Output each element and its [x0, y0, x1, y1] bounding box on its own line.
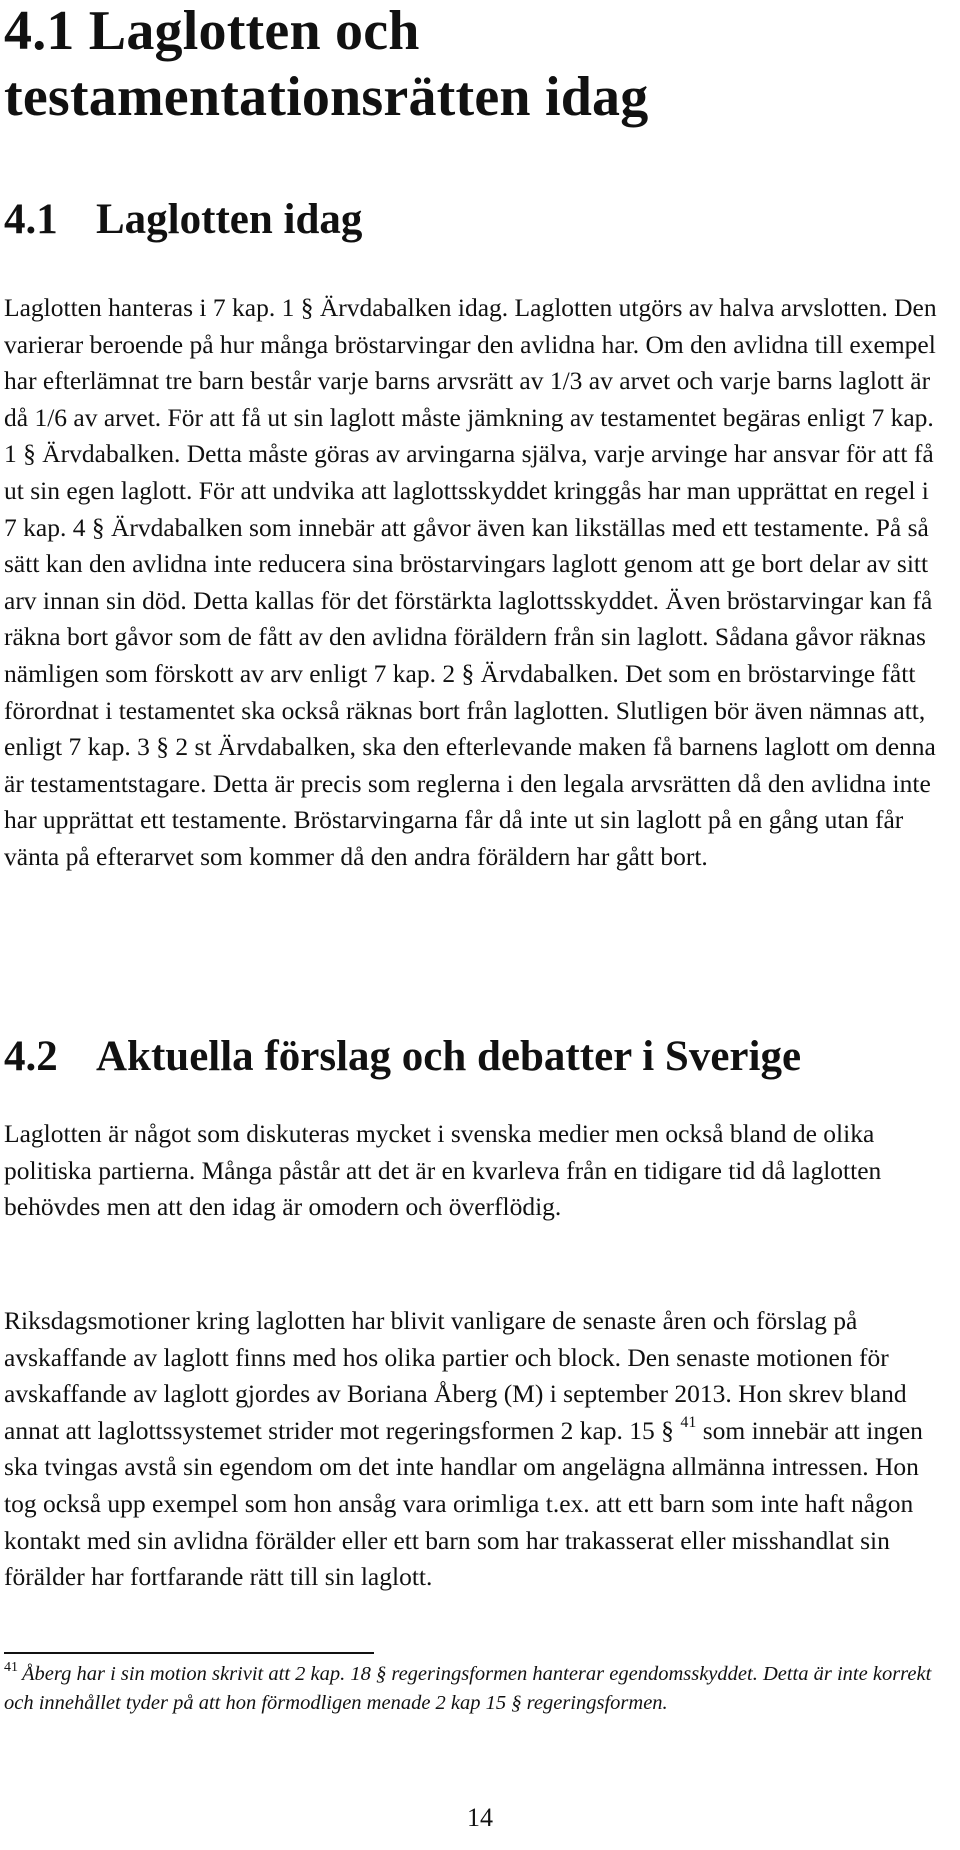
section-title: Laglotten idag: [96, 196, 363, 243]
paragraph-text: Riksdagsmotioner kring laglotten har blivit vanligare de senaste åren och förslag på avskaffande av laglott finns med hos olika partier och block. Den senaste motionen för avskaffande av laglott gjordes av Boriana Åberg (M) i september 2013. Hon skrev bland annat att laglottssystemet strider mot regeringsformen 2 kap. 15 §: [4, 1306, 907, 1445]
section-heading-4-1: [4, 194, 944, 246]
footnote: [4, 1660, 934, 1718]
footnote-marker: 41: [4, 1660, 18, 1675]
section-heading-4-2: [4, 1031, 944, 1083]
page-number: 14: [467, 1803, 493, 1832]
paragraph-debate-intro: Laglotten är något som diskuteras mycket i svenska medier men också bland de olika politiska partierna. Många påstår att det är en kvarleva från en tidigare tid då laglotten behövdes men att den idag är omodern och överflödig.: [4, 1119, 882, 1222]
section-title: Aktuella förslag och debatter i Sverige: [96, 1033, 802, 1080]
paragraph-laglotten-idag: Laglotten hanteras i 7 kap. 1 § Ärvdabalken idag. Laglotten utgörs av halva arvslotten. Den varierar beroende på hur många bröstarvingar den avlidna har. Om den avlidna till exempel har efterlämnat tre barn består varje barns arvsrätt av 1/3 av arvet och varje barns laglott är då 1/6 av arvet. För att få ut sin laglott måste jämkning av testamentet begäras enligt 7 kap. 1 § Ärvdabalken. Detta måste göras av arvingarna själva, varje arvinge har ansvar för att få ut sin egen laglott. För att undvika att laglottsskyddet kringgås har man upprättat en regel i 7 kap. 4 § Ärvdabalken som innebär att gåvor även kan likställas med ett testamente. På så sätt kan den avlidna inte reducera sina bröstarvingars laglott genom att ge bort delar av sitt arv innan sin död. Detta kallas för det förstärkta laglottsskyddet. Även bröstarvingar kan få räkna bort gåvor som de fått av den avlidna föräldern från sin laglott. Sådana gåvor räknas nämligen som förskott av arv enligt 7 kap. 2 § Ärvdabalken. Det som en bröstarvinge fått förordnat i testamentet ska också räknas bort från laglotten. Slutligen bör även nämnas att, enligt 7 kap. 3 § 2 st Ärvdabalken, ska den efterlevande maken få barnens laglott om denna är testamentstagare. Detta är precis som reglerna i den legala arvsrätten då den avlidna inte har upprättat ett testamente. Bröstarvingarna får då inte ut sin laglott på en gång utan får vänta på efterarvet som kommer då den andra föräldern har gått bort.: [4, 293, 937, 871]
footnote-separator: [4, 1652, 374, 1654]
paragraph-riksdagsmotioner: [4, 1303, 944, 1596]
section-number: 4.1: [4, 196, 58, 243]
paragraph-text: som innebär att ingen ska tvingas avstå sin egendom om det inte handlar om angelägna allmänna intressen. Hon tog också upp exempel som hon ansåg vara orimliga t.ex. att ett barn som inte haft någon kontakt med sin avlidna förälder eller ett barn som har trakasserat eller misshandlat sin förälder har fortfarande rätt till sin laglott.: [4, 1415, 923, 1592]
section-number: 4.2: [4, 1033, 58, 1080]
footnote-text: Åberg har i sin motion skrivit att 2 kap. 18 § regeringsformen hanterar egendomsskyddet. Detta är inte korrekt och innehållet tyder på att hon förmodligen menade 2 kap 15 § regeringsformen.: [4, 1663, 932, 1714]
footnote-reference[interactable]: 41: [680, 1413, 697, 1431]
chapter-title: 4.1 Laglotten och testamentationsrätten idag: [4, 0, 649, 128]
